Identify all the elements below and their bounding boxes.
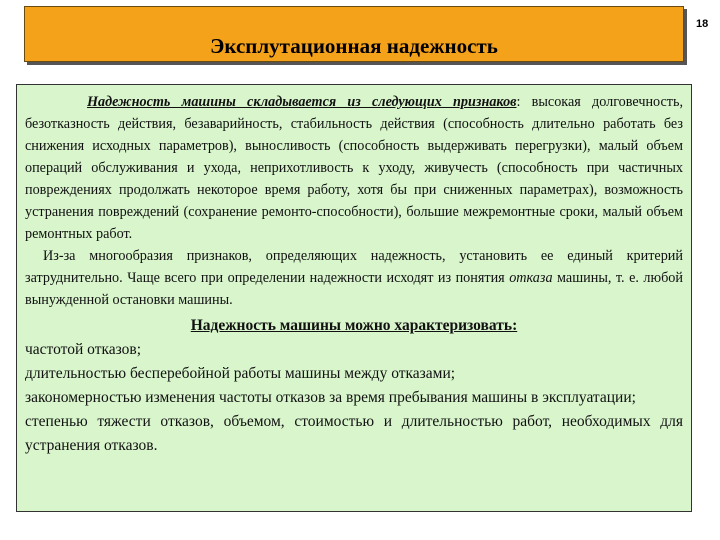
paragraph-body: : высокая долговечность, безотказность действия, безаварийность, стабильность действия (способность длительно работать без снижения исходных параметров), выносливость (способность выдерживать перегрузки), малый объем операций обслуживания и ухода, неприхотливость к уходу, живучесть (способность при частичных повреждениях продолжать некоторое время работу, хотя бы при сниженных параметрах), возможность устранения повреждений (сохранение ремонто-способности), большие межремонтные сроки, малый объем ремонтных работ. bbox=[25, 94, 684, 242]
list-item: степенью тяжести отказов, объемом, стоимостью и длительностью работ, необходимых для устранения отказов. bbox=[25, 413, 683, 454]
page-number: 18 bbox=[696, 18, 709, 30]
page-title: Эксплутационная надежность bbox=[210, 34, 498, 58]
paragraph-failure-concept bbox=[25, 245, 683, 311]
list-item: длительностью бесперебойной работы машины между отказами; bbox=[25, 365, 456, 382]
paragraph-reliability-features bbox=[25, 91, 683, 245]
content-box bbox=[16, 84, 692, 512]
paragraph-lead: Надежность машины складывается из следующих признаков bbox=[87, 94, 517, 110]
title-banner bbox=[24, 6, 684, 62]
paragraph-text-before: Из-за многообразия признаков, определяющих надежность, установить ее единый критерий затруднительно. Чаще всего при определении надежности исходят из понятия bbox=[25, 248, 683, 286]
emphasized-term: отказа bbox=[509, 270, 553, 286]
list-item: частотой отказов; bbox=[25, 341, 142, 358]
list-item: закономерностью изменения частоты отказов за время пребывания машины в эксплуатации; bbox=[25, 389, 636, 406]
characteristics-heading: Надежность машины можно характеризовать: bbox=[190, 317, 518, 334]
paragraph-text-after: машины, т. е. любой вынужденной остановки машины. bbox=[25, 270, 683, 308]
